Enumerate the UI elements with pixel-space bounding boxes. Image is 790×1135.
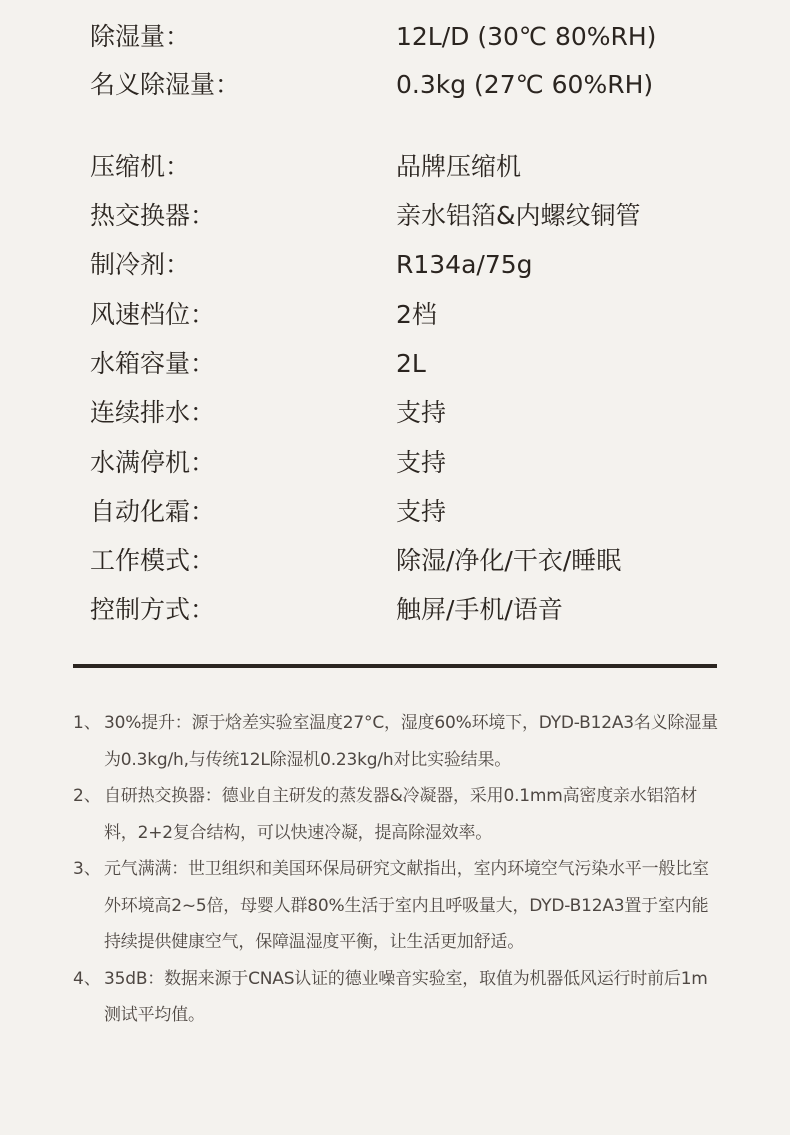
spec-row-compressor	[0, 142, 790, 191]
spec-row-refrigerant	[0, 240, 790, 289]
spec-label: 热交换器：	[90, 201, 216, 230]
footnote-item	[73, 778, 721, 851]
footnote-number: 2、	[73, 786, 101, 806]
spec-value: 除湿/净化/干衣/睡眠	[396, 546, 622, 575]
spec-label: 自动化霜：	[90, 497, 216, 526]
spec-row-fan-speed	[0, 290, 790, 339]
spec-label: 名义除湿量：	[90, 70, 241, 99]
footnote-text: 35dB：数据来源于CNAS认证的德业噪音实验室，取值为机器低风运行时前后1m测试平均值。	[104, 968, 708, 1025]
spec-label: 控制方式：	[90, 595, 216, 624]
spec-row-nominal-dehumidification	[0, 60, 790, 109]
spec-label: 压缩机：	[90, 152, 191, 181]
footnote-text: 自研热交换器：德业自主研发的蒸发器&冷凝器，采用0.1mm高密度亲水铝箔材料，2+2复合结构，可以快速冷凝，提高除湿效率。	[104, 786, 698, 843]
section-divider	[73, 664, 717, 668]
spec-row-tank-capacity	[0, 339, 790, 388]
spec-value: 品牌压缩机	[396, 152, 522, 181]
spec-value: R134a/75g	[396, 250, 533, 279]
spec-label: 工作模式：	[90, 546, 216, 575]
spec-value: 支持	[396, 448, 447, 477]
spec-row-full-tank-stop	[0, 438, 790, 487]
footnote-number: 3、	[73, 859, 101, 879]
spec-label: 除湿量：	[90, 22, 191, 51]
spec-value: 支持	[396, 398, 447, 427]
footnotes	[73, 705, 721, 1034]
footnote-item	[73, 705, 721, 778]
spec-row-work-mode	[0, 536, 790, 585]
footnote-item	[73, 961, 721, 1034]
footnote-number: 1、	[73, 713, 101, 733]
spec-label: 水箱容量：	[90, 349, 216, 378]
spec-value: 12L/D (30℃ 80%RH)	[396, 22, 657, 51]
footnote-text: 30%提升：源于焓差实验室温度27°C，湿度60%环境下，DYD-B12A3名义除湿量为0.3kg/h,与传统12L除湿机0.23kg/h对比实验结果。	[104, 713, 718, 770]
spec-row-auto-defrost	[0, 487, 790, 536]
spec-row-control-method	[0, 585, 790, 634]
spec-value: 2档	[396, 300, 437, 329]
spec-row-heat-exchanger	[0, 191, 790, 240]
spec-value: 0.3kg (27℃ 60%RH)	[396, 70, 654, 99]
spec-value: 2L	[396, 349, 426, 378]
spec-label: 风速档位：	[90, 300, 216, 329]
spec-value: 支持	[396, 497, 447, 526]
spec-label: 水满停机：	[90, 448, 216, 477]
spec-row-continuous-drain	[0, 388, 790, 437]
spec-value: 触屏/手机/语音	[396, 595, 563, 624]
spec-value: 亲水铝箔&内螺纹铜管	[396, 201, 641, 230]
spec-row-dehumidification	[0, 12, 790, 61]
spec-label: 连续排水：	[90, 398, 216, 427]
spec-label: 制冷剂：	[90, 250, 191, 279]
footnote-number: 4、	[73, 968, 101, 989]
footnote-item	[73, 851, 721, 961]
footnote-text: 元气满满：世卫组织和美国环保局研究文献指出，室内环境空气污染水平一般比室外环境高2~5倍，母婴人群80%生活于室内且呼吸量大，DYD-B12A3置于室内能持续提供健康空气，保障温湿度平衡，让生活更加舒适。	[104, 859, 709, 952]
